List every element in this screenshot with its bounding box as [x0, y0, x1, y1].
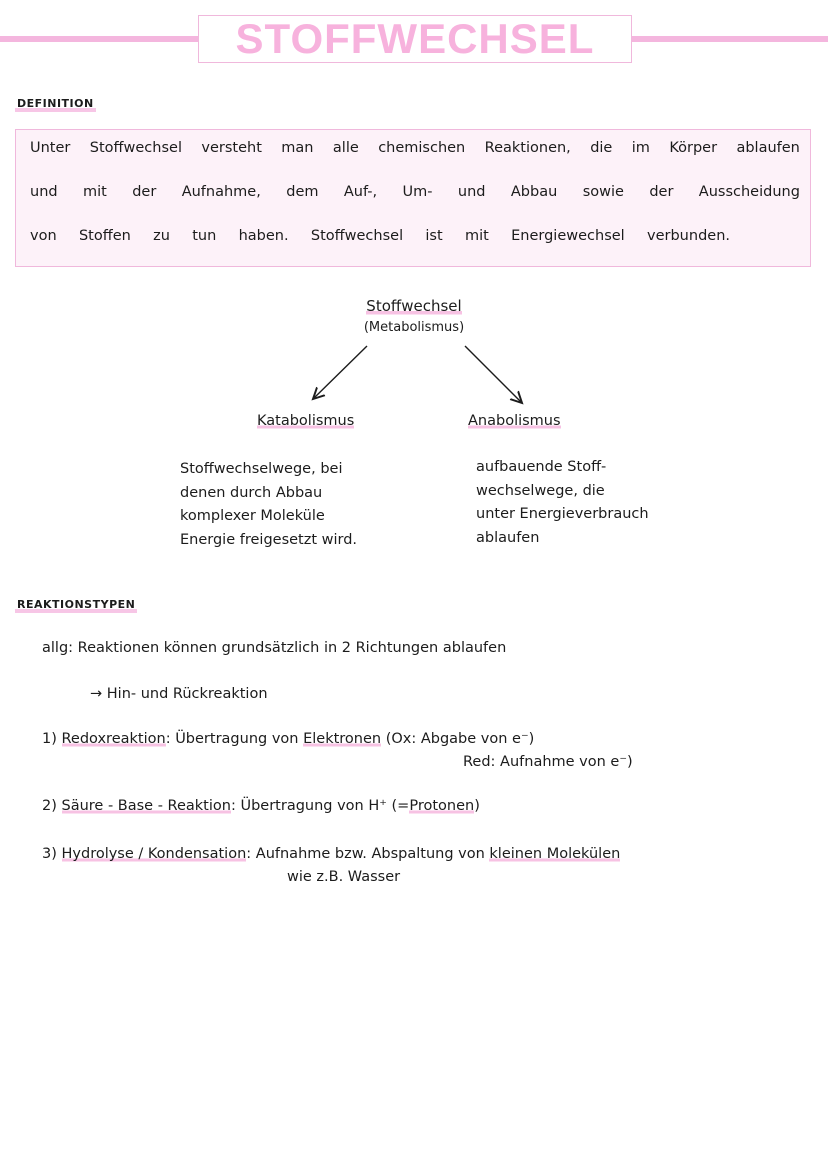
- katabolismus-line: Stoffwechselwege, bei: [180, 461, 343, 477]
- definition-word: sowie: [582, 184, 624, 200]
- item-text-underlined: kleinen Molekülen: [489, 846, 621, 862]
- katabolismus-line: denen durch Abbau: [180, 484, 323, 501]
- definition-word: der: [132, 184, 157, 200]
- item-text-post: (Ox: Abgabe von e⁻): [385, 731, 535, 747]
- definition-word: der: [649, 184, 674, 200]
- item-number: 2): [42, 798, 57, 814]
- item-text-underlined: Protonen: [409, 798, 475, 814]
- definition-word: die: [590, 140, 613, 156]
- arrow-left: [313, 346, 367, 399]
- definition-word: Um-: [402, 184, 433, 200]
- reaction-item-1-line2: Red: Aufnahme von e⁻): [463, 754, 633, 770]
- definition-word: man: [281, 140, 314, 156]
- item-name: Redoxreaktion: [61, 731, 166, 747]
- page-title: STOFFWECHSEL: [235, 15, 595, 62]
- item-name: Säure - Base - Reaktion: [61, 798, 231, 814]
- root-title-text: Stoffwechsel: [366, 297, 462, 315]
- definition-word: im: [631, 140, 650, 156]
- item-text: Aufnahme bzw. Abspaltung von: [255, 846, 485, 862]
- definition-word: Stoffen: [78, 228, 131, 244]
- reaction-item-3-line2: wie z.B. Wasser: [287, 869, 401, 885]
- arrow-right: [465, 346, 522, 403]
- definition-word: ablaufen: [736, 140, 800, 156]
- definition-word: Auf-,: [343, 184, 378, 200]
- definition-word: zu: [153, 228, 170, 244]
- item-colon: :: [165, 731, 171, 747]
- anabolismus-description: [476, 456, 649, 550]
- definition-word: tun: [192, 228, 217, 244]
- anabolismus-line: wechselwege, die: [476, 482, 605, 499]
- definition-word: Stoffwechsel: [310, 228, 404, 244]
- definition-word: verbunden.: [647, 228, 730, 244]
- definition-word: Körper: [669, 140, 718, 156]
- definition-word: Reaktionen,: [484, 140, 571, 156]
- item-text: Übertragung von: [175, 731, 299, 747]
- definition-word: Stoffwechsel: [89, 140, 182, 156]
- item-text-post: ): [474, 798, 480, 814]
- definition-word: Energiewechsel: [511, 228, 625, 244]
- definition-word: und: [30, 184, 58, 200]
- reaktionstypen-heading: REAKTIONSTYPEN: [17, 598, 136, 611]
- definition-word: Aufnahme,: [181, 184, 261, 200]
- item-colon: :: [230, 798, 236, 814]
- anabolismus-line: aufbauende Stoff-: [476, 459, 607, 475]
- definition-word: versteht: [201, 140, 262, 156]
- definition-word: und: [457, 184, 486, 200]
- allg-text: Reaktionen können grundsätzlich in 2 Richtungen ablaufen: [77, 640, 507, 656]
- definition-word: Ausscheidung: [698, 184, 800, 200]
- definition-heading: DEFINITION: [17, 97, 94, 110]
- diagram-root-subtitle: (Metabolismus): [363, 320, 465, 335]
- definition-word: alle: [332, 140, 359, 156]
- definition-word: mit: [82, 184, 107, 200]
- anabolismus-line: unter Energieverbrauch: [476, 506, 649, 522]
- definition-word: Unter: [30, 140, 71, 156]
- definition-word: Abbau: [510, 184, 558, 200]
- reaction-item-3: [42, 846, 620, 862]
- item-number: 1): [42, 731, 57, 747]
- allg-label: allg:: [42, 640, 74, 656]
- allg-line: [42, 640, 506, 656]
- item-name: Hydrolyse / Kondensation: [61, 846, 247, 862]
- definition-word: ist: [425, 228, 443, 244]
- item-text: Übertragung von H⁺ (=: [240, 798, 410, 814]
- katabolismus-line: Energie freigesetzt wird.: [180, 531, 358, 548]
- item-text-underlined: Elektronen: [303, 731, 382, 747]
- anabolismus-label: Anabolismus: [468, 413, 561, 429]
- definition-word: haben.: [238, 228, 289, 244]
- arrow-line: → Hin- und Rückreaktion: [90, 686, 268, 702]
- item-number: 3): [42, 846, 57, 862]
- anabolismus-line: ablaufen: [476, 529, 540, 546]
- definition-word: von: [30, 228, 57, 244]
- item-colon: :: [246, 846, 252, 862]
- anabolismus-title: [468, 413, 561, 429]
- definition-word: dem: [286, 184, 319, 200]
- reaction-item-2: [42, 798, 480, 814]
- definition-word: chemischen: [378, 140, 466, 156]
- katabolismus-title: [257, 413, 354, 429]
- katabolismus-description: [180, 458, 357, 552]
- reaction-item-1: [42, 731, 534, 747]
- definition-word: mit: [464, 228, 489, 244]
- katabolismus-line: komplexer Moleküle: [180, 508, 325, 524]
- katabolismus-label: Katabolismus: [257, 413, 355, 429]
